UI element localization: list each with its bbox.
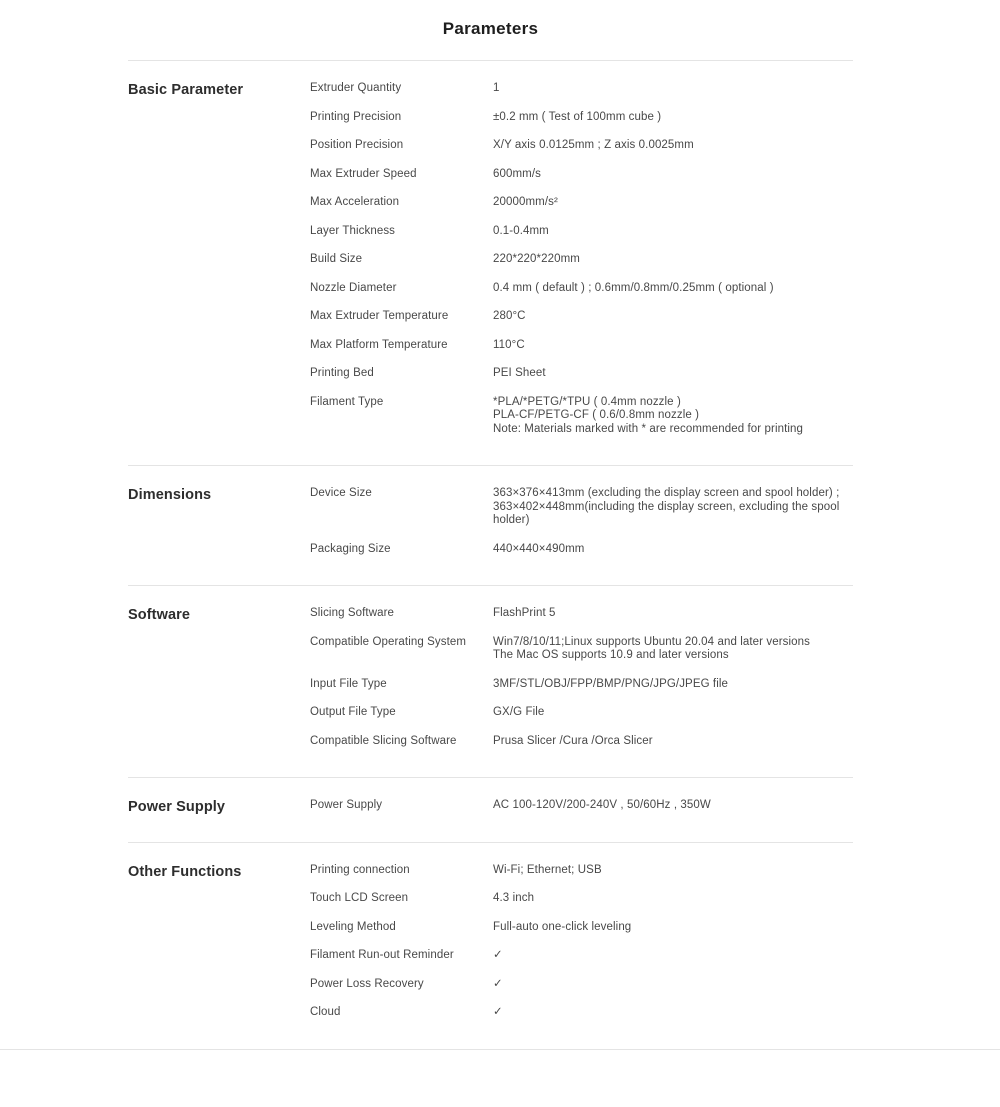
spec-row <box>310 706 853 720</box>
section-title: Other Functions <box>128 863 242 880</box>
spec-label: Layer Thickness <box>310 224 396 237</box>
spec-label: Leveling Method <box>310 920 396 933</box>
value-line: 0.4 mm ( default ) ; 0.6mm/0.8mm/0.25mm ( optional ) <box>493 281 774 294</box>
spec-label: Max Extruder Temperature <box>310 310 449 322</box>
spec-value <box>493 111 853 125</box>
page-title: Parameters <box>442 19 539 38</box>
spec-value <box>493 1006 853 1020</box>
value-line: ✓ <box>493 1006 503 1018</box>
spec-row <box>310 978 853 992</box>
spec-value <box>493 396 853 437</box>
spec-value <box>493 253 853 267</box>
spec-value <box>493 139 853 153</box>
value-line: ✓ <box>493 977 503 990</box>
spec-value <box>493 892 853 906</box>
value-line: Win7/8/10/11;Linux supports Ubuntu 20.04 and later versions <box>493 635 811 648</box>
section-rows <box>310 82 853 451</box>
spec-value <box>493 636 853 663</box>
spec-label: Printing connection <box>310 863 410 876</box>
spec-label: Max Platform Temperature <box>310 338 448 351</box>
value-line: 110°C <box>493 338 525 351</box>
spec-value <box>493 978 853 992</box>
value-line: The Mac OS supports 10.9 and later versions <box>493 649 729 661</box>
spec-row <box>310 111 853 125</box>
spec-value <box>493 864 853 878</box>
spec-row <box>310 168 853 182</box>
spec-label: Printing Bed <box>310 367 374 379</box>
value-line: 3MF/STL/OBJ/FPP/BMP/PNG/JPG/JPEG file <box>493 677 729 690</box>
spec-row <box>310 225 853 239</box>
spec-row <box>310 310 853 324</box>
spec-label: Filament Type <box>310 395 384 408</box>
spec-row <box>310 892 853 906</box>
spec-row <box>310 282 853 296</box>
value-line: 0.1-0.4mm <box>493 224 549 237</box>
value-line: 280°C <box>493 310 526 322</box>
value-line: 600mm/s <box>493 167 541 180</box>
spec-row <box>310 678 853 692</box>
spec-row <box>310 82 853 96</box>
spec-label: Filament Run-out Reminder <box>310 949 454 961</box>
value-line: Wi-Fi; Ethernet; USB <box>493 863 602 876</box>
spec-value <box>493 339 853 353</box>
spec-label: Compatible Operating System <box>310 635 467 648</box>
value-line: AC 100-120V/200-240V , 50/60Hz , 350W <box>493 799 711 811</box>
spec-section-basic-parameter <box>128 60 853 465</box>
spec-label: Touch LCD Screen <box>310 892 409 904</box>
spec-row <box>310 735 853 749</box>
spec-row <box>310 799 853 813</box>
spec-value <box>493 706 853 720</box>
value-line: GX/G File <box>493 706 545 718</box>
spec-value <box>493 196 853 210</box>
spec-value <box>493 282 853 296</box>
spec-label: Packaging Size <box>310 542 391 555</box>
spec-row <box>310 367 853 381</box>
spec-value <box>493 367 853 381</box>
spec-value <box>493 487 853 528</box>
spec-label: Max Extruder Speed <box>310 167 417 180</box>
spec-row <box>310 396 853 437</box>
section-title: Dimensions <box>128 487 212 503</box>
value-line: Full-auto one-click leveling <box>493 920 632 933</box>
spec-label: Slicing Software <box>310 607 395 619</box>
spec-row <box>310 636 853 663</box>
section-rows <box>310 607 853 763</box>
value-line: 4.3 inch <box>493 892 535 904</box>
value-line: *PLA/*PETG/*TPU ( 0.4mm nozzle ) <box>493 395 681 408</box>
spec-label: Cloud <box>310 1006 341 1018</box>
value-line: 220*220*220mm <box>493 253 580 265</box>
spec-row <box>310 487 853 528</box>
value-line: Prusa Slicer /Cura /Orca Slicer <box>493 734 653 747</box>
spec-value <box>493 82 853 96</box>
spec-value <box>493 799 853 813</box>
value-line: 440×440×490mm <box>493 542 585 555</box>
value-line: X/Y axis 0.0125mm ; Z axis 0.0025mm <box>493 139 694 151</box>
value-line: PLA-CF/PETG-CF ( 0.6/0.8mm nozzle ) <box>493 409 700 421</box>
spec-section-other-functions <box>128 842 853 1049</box>
section-title: Power Supply <box>128 799 226 815</box>
value-line: FlashPrint 5 <box>493 607 556 619</box>
value-line: Note: Materials marked with * are recommended for printing <box>493 422 804 435</box>
spec-value <box>493 949 853 963</box>
spec-label: Output File Type <box>310 706 396 718</box>
spec-row <box>310 139 853 153</box>
spec-label: Printing Precision <box>310 110 402 123</box>
spec-row <box>310 196 853 210</box>
section-rows <box>310 864 853 1035</box>
value-line: ✓ <box>493 949 503 961</box>
spec-row <box>310 1006 853 1020</box>
spec-value <box>493 607 853 621</box>
spec-label: Extruder Quantity <box>310 82 402 94</box>
spec-section-dimensions <box>128 465 853 585</box>
value-line: 1 <box>493 82 500 94</box>
spec-row <box>310 607 853 621</box>
value-line: 20000mm/s² <box>493 196 558 208</box>
value-line: 363×376×413mm (excluding the display screen and spool holder) ; <box>493 487 840 499</box>
spec-label: Max Acceleration <box>310 196 400 208</box>
section-rows <box>310 799 853 828</box>
spec-row <box>310 949 853 963</box>
spec-row <box>310 864 853 878</box>
spec-table <box>128 60 853 1049</box>
spec-value <box>493 921 853 935</box>
spec-section-software <box>128 585 853 777</box>
spec-value <box>493 168 853 182</box>
spec-value <box>493 678 853 692</box>
spec-label: Power Loss Recovery <box>310 977 424 990</box>
spec-value <box>493 543 853 557</box>
section-rows <box>310 487 853 571</box>
spec-section-power-supply <box>128 777 853 842</box>
spec-label: Device Size <box>310 487 372 499</box>
spec-label: Input File Type <box>310 677 387 690</box>
spec-row <box>310 339 853 353</box>
section-title: Basic Parameter <box>128 82 244 98</box>
value-line: 363×402×448mm(including the display screen, excluding the spool holder) <box>493 500 840 526</box>
spec-label: Compatible Slicing Software <box>310 734 457 747</box>
spec-label: Nozzle Diameter <box>310 281 397 294</box>
value-line: ±0.2 mm ( Test of 100mm cube ) <box>493 110 662 123</box>
bottom-divider <box>0 1049 1000 1050</box>
spec-value <box>493 310 853 324</box>
spec-label: Position Precision <box>310 139 404 151</box>
spec-label: Build Size <box>310 253 363 265</box>
section-title: Software <box>128 607 191 623</box>
spec-row <box>310 543 853 557</box>
spec-value <box>493 225 853 239</box>
value-line: PEI Sheet <box>493 367 546 379</box>
spec-row <box>310 253 853 267</box>
spec-value <box>493 735 853 749</box>
spec-row <box>310 921 853 935</box>
spec-label: Power Supply <box>310 799 383 811</box>
